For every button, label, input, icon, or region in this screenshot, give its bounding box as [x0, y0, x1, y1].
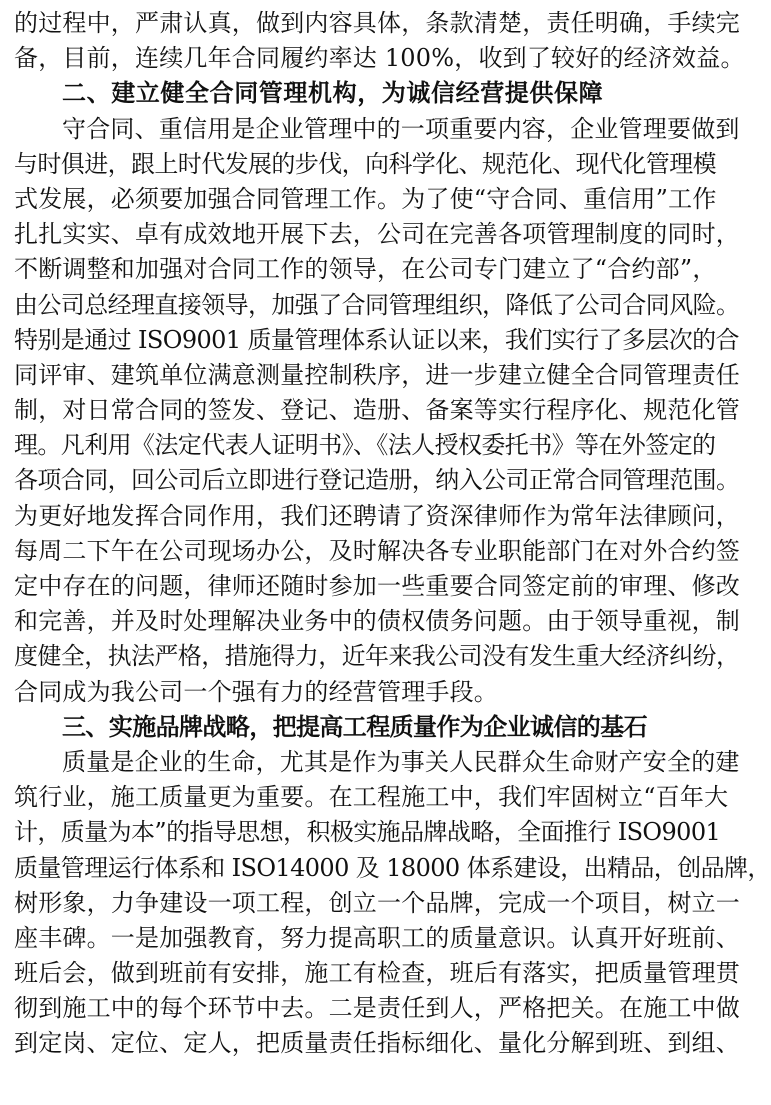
text-line: 制，对日常合同的签发、登记、造册、备案等实行程序化、规范化管	[14, 396, 740, 425]
text-line: 质量管理运行体系和 ISO14000 及 18000 体系建设，出精品，创品牌，	[14, 853, 771, 882]
text-line: 度健全，执法严格，措施得力，近年来我公司没有发生重大经济纠纷，	[14, 642, 740, 671]
text-line: 筑行业，施工质量更为重要。在工程施工中，我们牢固树立“百年大	[14, 783, 729, 812]
text-line: 扎扎实实、卓有成效地开展下去，公司在完善各项管理制度的同时，	[14, 220, 740, 249]
text-line: 彻到施工中的每个环节中去。二是责任到人，严格把关。在施工中做	[14, 994, 740, 1023]
text-line: 班后会，做到班前有安排，施工有检查，班后有落实，把质量管理贯	[14, 959, 740, 988]
text-line: 计，质量为本”的指导思想，积极实施品牌战略，全面推行 ISO9001	[14, 818, 721, 847]
text-line: 备，目前，连续几年合同履约率达 100%，收到了较好的经济效益。	[14, 44, 745, 73]
text-line: 和完善，并及时处理解决业务中的债权债务问题。由于领导重视，制	[14, 607, 740, 636]
paragraph-contract-management	[14, 112, 740, 710]
paragraph-continuation	[14, 6, 745, 76]
text-line: 守合同、重信用是企业管理中的一项重要内容，企业管理要做到	[62, 114, 740, 143]
text-line: 为更好地发挥合同作用，我们还聘请了资深律师作为常年法律顾问，	[14, 501, 740, 530]
text-line: 到定岗、定位、定人，把质量责任指标细化、量化分解到班、到组、	[14, 1029, 740, 1058]
text-line: 的过程中，严肃认真，做到内容具体，条款清楚，责任明确，手续完	[14, 9, 740, 37]
text-line: 不断调整和加强对合同工作的领导，在公司专门建立了“合约部”，	[14, 255, 717, 284]
text-line: 由公司总经理直接领导，加强了合同管理组织，降低了公司合同风险。	[14, 290, 740, 319]
section-heading-3: 三、实施品牌战略，把提高工程质量作为企业诚信的基石	[62, 712, 647, 741]
text-line: 与时俱进，跟上时代发展的步伐，向科学化、规范化、现代化管理模	[14, 149, 716, 178]
text-line: 树形象，力争建设一项工程，创立一个品牌，完成一个项目，树立一	[14, 888, 740, 917]
text-line: 理。凡利用《法定代表人证明书》、《法人授权委托书》等在外签定的	[14, 431, 716, 460]
text-line: 特别是通过 ISO9001 质量管理体系认证以来，我们实行了多层次的合	[14, 325, 739, 354]
text-line: 每周二下午在公司现场办公，及时解决各专业职能部门在对外合约签	[14, 536, 740, 565]
text-line: 质量是企业的生命，尤其是作为事关人民群众生命财产安全的建	[62, 747, 740, 776]
section-heading-2: 二、建立健全合同管理机构，为诚信经营提供保障	[62, 79, 604, 108]
text-line: 合同成为我公司一个强有力的经营管理手段。	[14, 677, 498, 706]
text-line: 式发展，必须要加强合同管理工作。为了使“守合同、重信用”工作	[14, 184, 717, 213]
paragraph-quality-brand	[14, 745, 771, 1062]
text-line: 同评审、建筑单位满意测量控制秩序，进一步建立健全合同管理责任	[14, 360, 740, 389]
text-line: 各项合同，回公司后立即进行登记造册，纳入公司正常合同管理范围。	[14, 466, 740, 495]
text-line: 座丰碑。一是加强教育，努力提高职工的质量意识。认真开好班前、	[14, 923, 740, 952]
text-line: 定中存在的问题，律师还随时参加一些重要合同签定前的审理、修改	[14, 572, 740, 600]
